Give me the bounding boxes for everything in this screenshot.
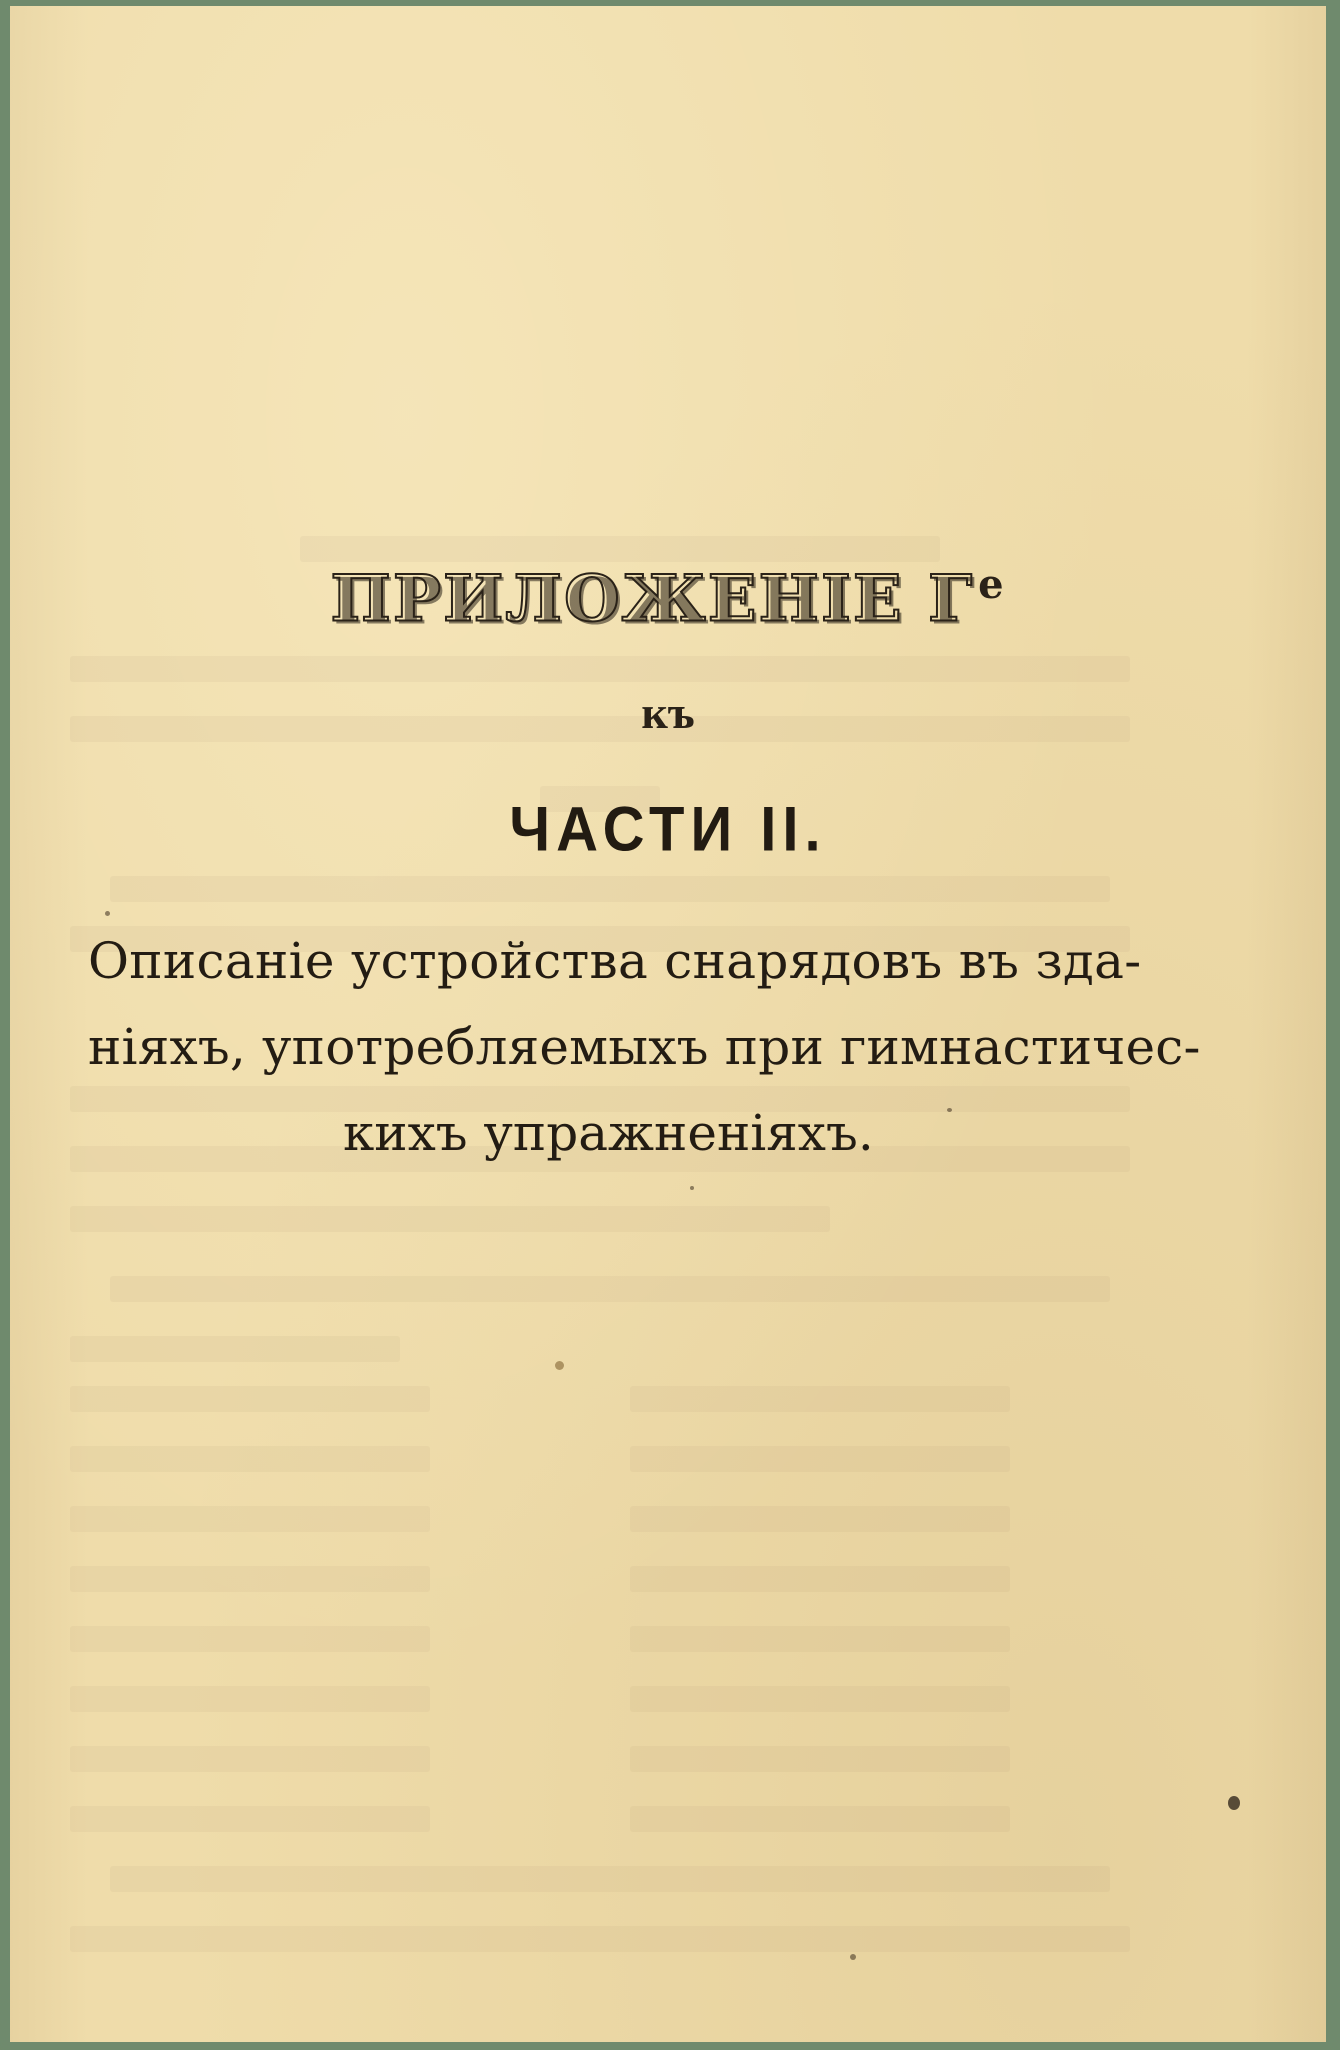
paper-speck: [690, 1186, 694, 1190]
description-text: [88, 918, 1201, 1176]
appendix-title-text: ПРИЛОЖЕНІЕ Г: [330, 561, 975, 637]
part-title: ЧАСТИ II.: [509, 794, 827, 865]
appendix-title-superscript: е: [978, 561, 1006, 608]
description-line: ніяхъ, употребляемыхъ при гимнастичес-: [88, 1018, 1201, 1076]
appendix-heading: [10, 561, 1326, 636]
paper-speck: [947, 1108, 952, 1112]
page-content: [10, 6, 1326, 2042]
paper-speck: [555, 1361, 564, 1370]
description-line: кихъ упражненіяхъ.: [343, 1104, 874, 1162]
paper-speck: [105, 911, 110, 916]
document-page: [10, 6, 1326, 2042]
paper-speck: [1228, 1796, 1240, 1810]
description-line: Описаніе устройства снарядовъ въ зда-: [88, 932, 1142, 990]
to-word: къ: [641, 687, 695, 738]
paper-speck: [850, 1954, 856, 1960]
